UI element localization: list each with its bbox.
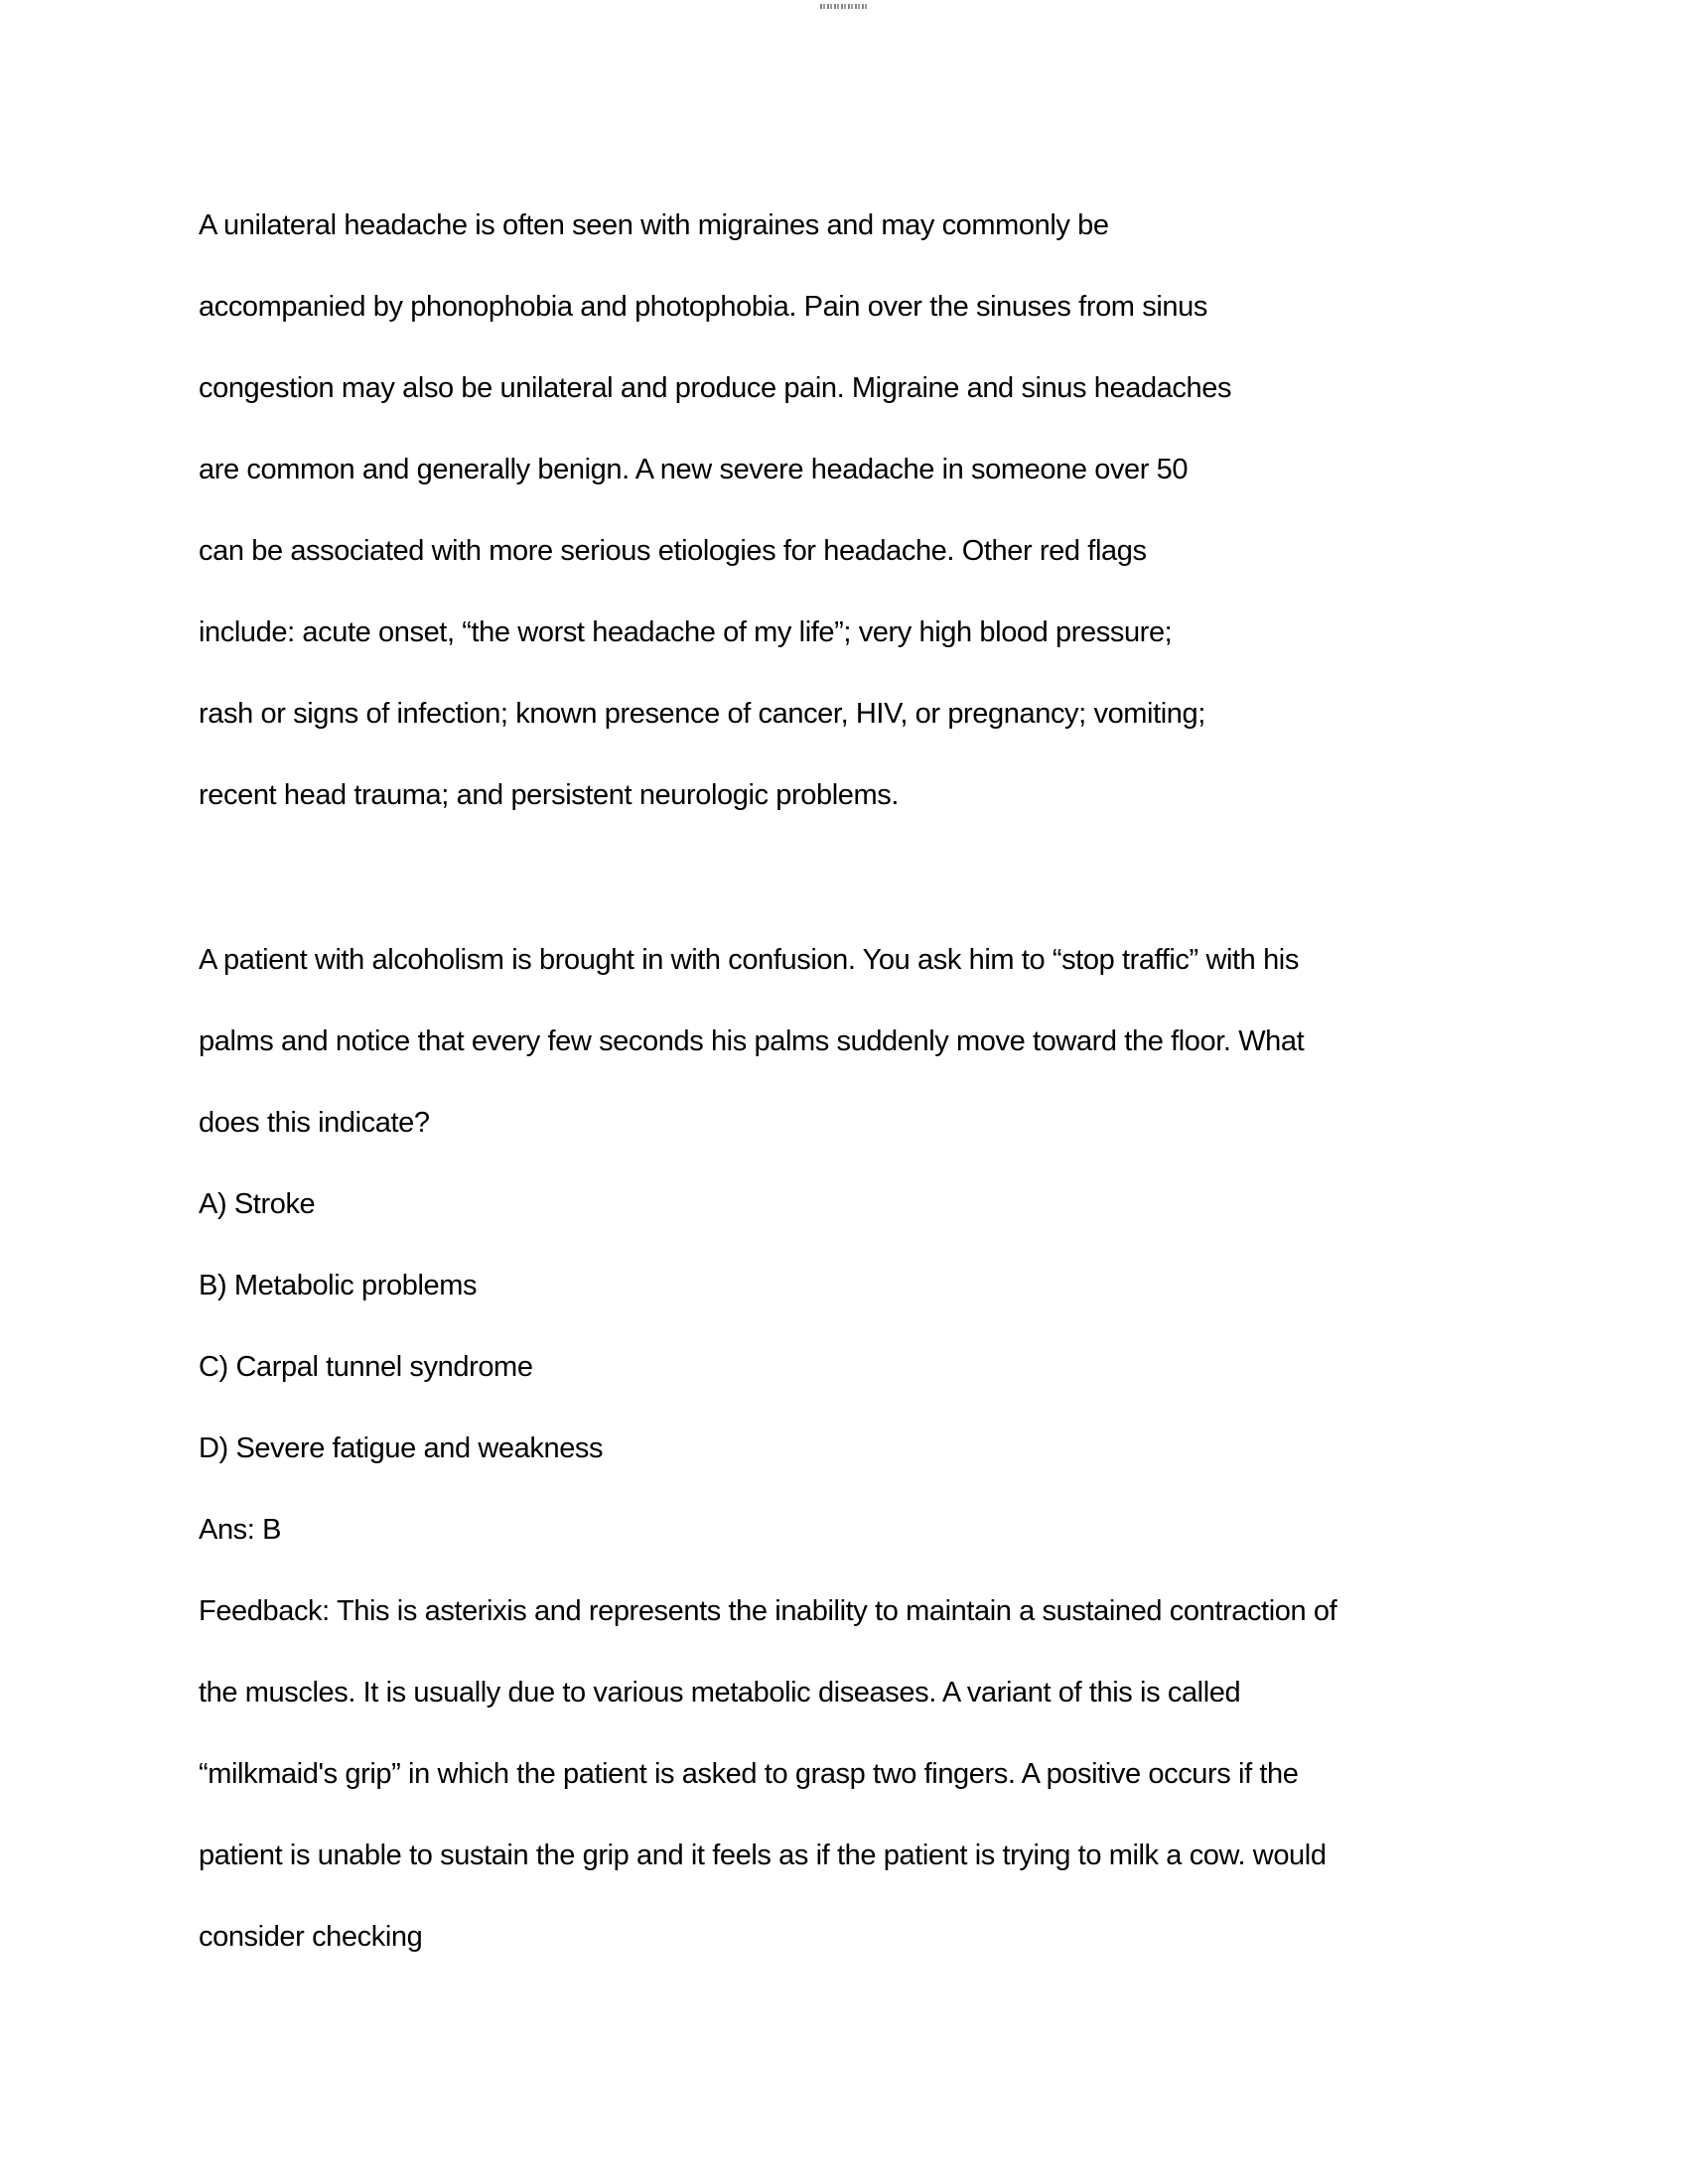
paragraph-line: congestion may also be unilateral and produce pain. Migraine and sinus headaches — [199, 372, 1232, 404]
answer-options — [199, 1163, 1509, 1489]
question-stem-line: does this indicate? — [199, 1107, 430, 1139]
paragraph-line: accompanied by phonophobia and photophobia. Pain over the sinuses from sinus — [199, 291, 1207, 323]
feedback-paragraph — [199, 1570, 1509, 1978]
answer-option-d: D) Severe fatigue and weakness — [199, 1433, 604, 1464]
question-stem-line: A patient with alcoholism is brought in with confusion. You ask him to “stop traffic” with his — [199, 944, 1299, 976]
feedback-line: the muscles. It is usually due to various metabolic diseases. A variant of this is called — [199, 1677, 1241, 1708]
paragraph-line: A unilateral headache is often seen with migraines and may commonly be — [199, 209, 1109, 241]
answer-option-a: A) Stroke — [199, 1188, 316, 1220]
answer-option-c: C) Carpal tunnel syndrome — [199, 1351, 533, 1383]
question-block — [199, 919, 1509, 1978]
paragraph-line: are common and generally benign. A new severe headache in someone over 50 — [199, 454, 1189, 485]
feedback-line: Feedback: This is asterixis and represents the inability to maintain a sustained contraction of — [199, 1595, 1337, 1627]
question-stem — [199, 919, 1509, 1163]
feedback-line: consider checking — [199, 1921, 423, 1953]
intro-paragraph — [199, 185, 1509, 836]
paragraph-line: rash or signs of infection; known presence of cancer, HIV, or pregnancy; vomiting; — [199, 698, 1205, 730]
feedback-line: patient is unable to sustain the grip and it feels as if the patient is trying to milk a cow. would — [199, 1840, 1327, 1871]
answer-option-b: B) Metabolic problems — [199, 1270, 478, 1301]
answer-key: Ans: B — [199, 1514, 282, 1546]
question-stem-line: palms and notice that every few seconds his palms suddenly move toward the floor. What — [199, 1025, 1305, 1057]
paragraph-line: recent head trauma; and persistent neurologic problems. — [199, 779, 900, 811]
feedback-line: “milkmaid's grip” in which the patient is asked to grasp two fingers. A positive occurs if the — [199, 1758, 1299, 1790]
header-microtext — [820, 4, 868, 9]
paragraph-line: include: acute onset, “the worst headache of my life”; very high blood pressure; — [199, 616, 1173, 648]
paragraph-line: can be associated with more serious etiologies for headache. Other red flags — [199, 535, 1147, 567]
document-content — [199, 185, 1509, 1978]
